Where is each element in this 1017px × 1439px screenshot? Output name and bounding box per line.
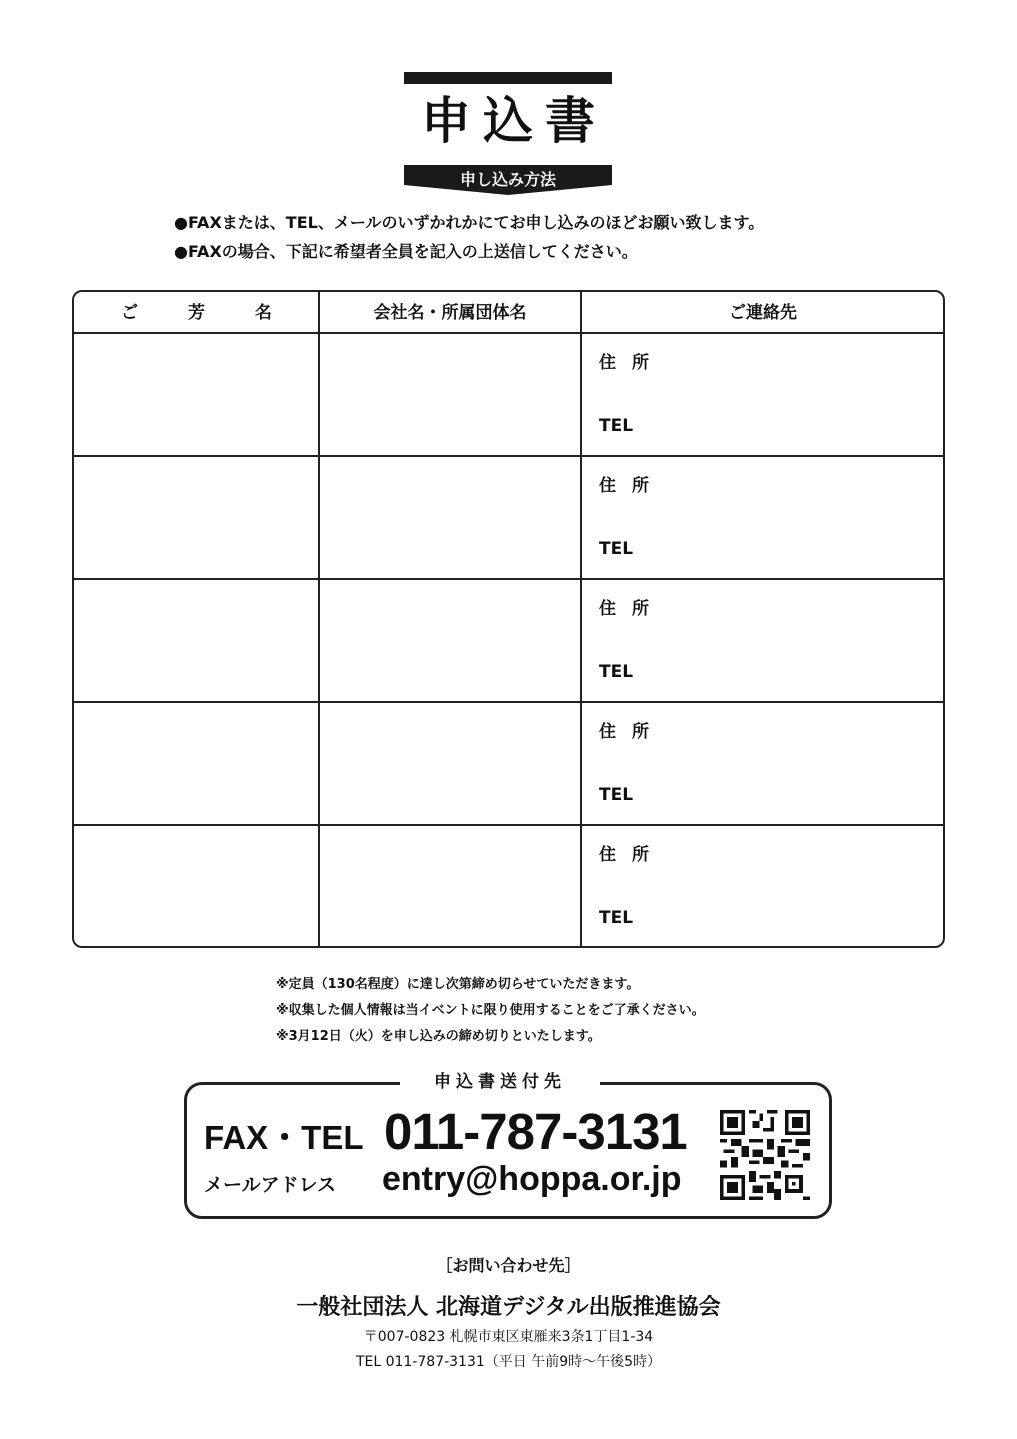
mail-address[interactable]: entry@hoppa.or.jp	[382, 1160, 682, 1198]
table-row[interactable]	[74, 580, 943, 703]
organization-address: 〒007-0823 札幌市東区東雁来3条1丁目1-34	[363, 1329, 654, 1345]
tel-label: TEL	[599, 908, 634, 928]
mail-label: メールアドレス	[204, 1174, 337, 1196]
organization-tel: TEL 011-787-3131（平日 午前9時～午後5時）	[355, 1354, 662, 1370]
header-company: 会社名・所属団体名	[373, 303, 527, 323]
header-name: ご 芳 名	[121, 303, 294, 323]
table-row[interactable]	[74, 334, 943, 457]
method-banner	[404, 165, 612, 195]
application-table	[72, 290, 945, 948]
instruction-1: ●FAXまたは、TEL、メールのいずかれかにてお申し込みのほどお願い致します。	[174, 213, 765, 232]
table-row[interactable]	[74, 826, 943, 948]
address-label: 住所	[599, 845, 665, 865]
inquiry-title: ［お問い合わせ先］	[436, 1256, 581, 1275]
tel-label: TEL	[599, 416, 634, 436]
table-header	[74, 292, 943, 334]
tel-label: TEL	[599, 785, 634, 805]
note-deadline: ※3月12日（火）を申し込みの締め切りといたします。	[276, 1029, 601, 1044]
method-label: 申し込み方法	[459, 170, 556, 189]
notes	[276, 972, 705, 1050]
title-top-bar	[404, 72, 612, 84]
fax-tel-number[interactable]: 011-787-3131	[384, 1103, 687, 1160]
instruction-2: ●FAXの場合、下記に希望者全員を記入の上送信してください。	[174, 242, 638, 261]
fax-tel-label: FAX・TEL	[204, 1119, 364, 1156]
tel-label: TEL	[599, 539, 634, 559]
address-label: 住所	[599, 722, 665, 742]
qr-code-icon[interactable]	[720, 1110, 810, 1200]
note-privacy: ※収集した個人情報は当イベントに限り使用することをご了承ください。	[276, 1003, 705, 1018]
table-row[interactable]	[74, 703, 943, 826]
send-to-title: 申込書送付先	[400, 1069, 600, 1095]
address-label: 住所	[599, 353, 665, 373]
address-label: 住所	[599, 476, 665, 496]
header-contact: ご連絡先	[729, 303, 797, 323]
table-row[interactable]	[74, 457, 943, 580]
organization-name: 一般社団法人 北海道デジタル出版推進協会	[296, 1295, 721, 1320]
note-capacity: ※定員（130名程度）に達し次第締め切らせていただきます。	[276, 977, 640, 992]
page-title: 申込書	[421, 92, 607, 150]
address-label: 住所	[599, 599, 665, 619]
tel-label: TEL	[599, 662, 634, 682]
